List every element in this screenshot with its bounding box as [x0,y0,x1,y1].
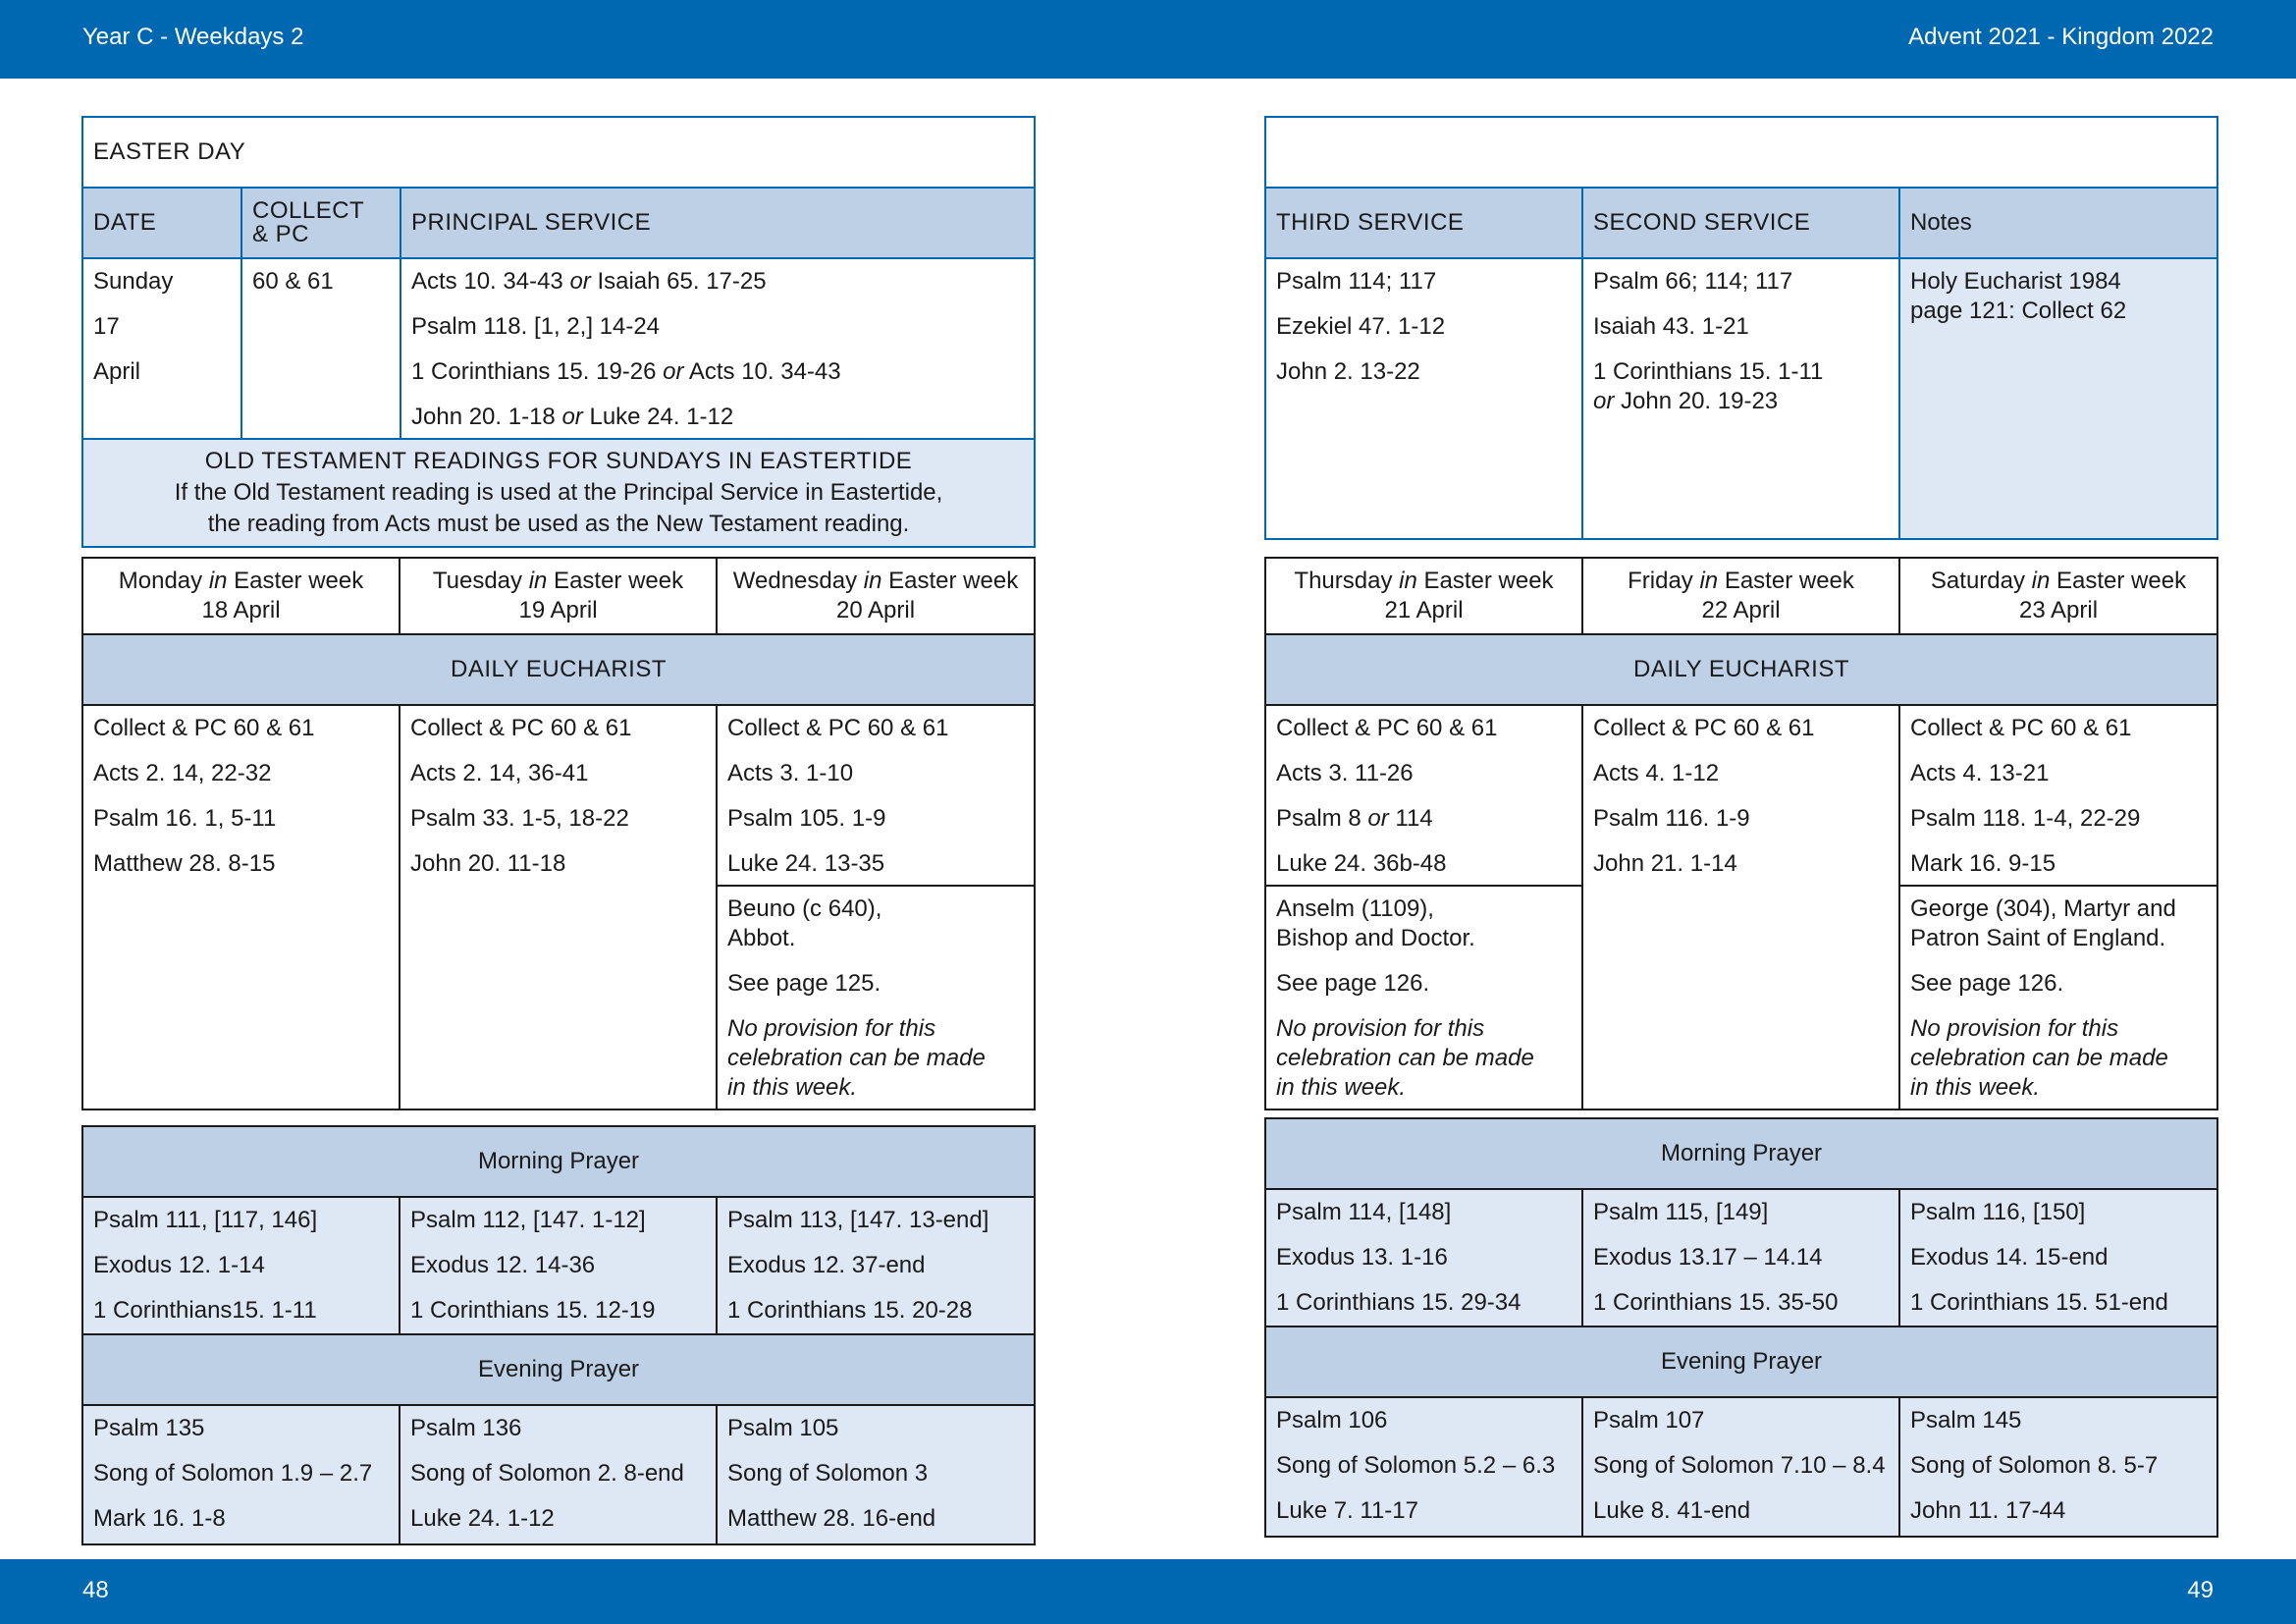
eucharist-monday: Collect & PC 60 & 61 Acts 2. 14, 22-32 Psalm 16. 1, 5-11 Matthew 28. 8-15 [82,705,400,1110]
evening-prayer-saturday: Psalm 145 Song of Solomon 8. 5-7 John 11. 17-44 [1899,1397,2217,1537]
day-header-tuesday: Tuesday in Easter week 19 April [400,558,717,634]
eucharist-thursday: Collect & PC 60 & 61 Acts 3. 11-26 Psalm 8 or 114 Luke 24. 36b-48 [1265,705,1582,886]
col-date-header: DATE [82,188,241,258]
commemoration-anselm: Anselm (1109), Bishop and Doctor. See page 126. No provision for this celebration can be made in this week. [1265,886,1582,1110]
day-header-thursday: Thursday in Easter week 21 April [1265,558,1582,634]
day-header-friday: Friday in Easter week 22 April [1582,558,1899,634]
page-number-left: 48 [82,1577,109,1603]
page-number-right: 49 [2187,1577,2214,1603]
weekday-eucharist-table-left [81,557,1036,1110]
easter-principal-cell: Acts 10. 34-43 or Isaiah 65. 17-25 Psalm 118. [1, 2,] 14-24 1 Corinthians 15. 19-26 or Acts 10. 34-43 John 20. 1-18 or Luke 24. 1-12 [400,258,1035,439]
easter-date-cell: Sunday 17 April [82,258,241,439]
daily-eucharist-header: DAILY EUCHARIST [1265,634,2217,705]
third-service-cell: Psalm 114; 117 Ezekiel 47. 1-12 John 2. 13-22 [1265,258,1582,539]
footer-bar [0,1559,2296,1624]
easter-day-table [81,116,1036,548]
weekday-eucharist-table-right [1264,557,2218,1110]
morning-prayer-header: Morning Prayer [82,1126,1035,1197]
evening-prayer-wednesday: Psalm 105 Song of Solomon 3 Matthew 28. 16-end [717,1405,1035,1544]
evening-prayer-header: Evening Prayer [1265,1326,2217,1397]
morning-prayer-header: Morning Prayer [1265,1118,2217,1189]
morning-prayer-wednesday: Psalm 113, [147. 13-end] Exodus 12. 37-end 1 Corinthians 15. 20-28 [717,1197,1035,1334]
day-header-wednesday: Wednesday in Easter week 20 April [717,558,1035,634]
col-principal-header: PRINCIPAL SERVICE [400,188,1035,258]
evening-prayer-friday: Psalm 107 Song of Solomon 7.10 – 8.4 Luke 8. 41-end [1582,1397,1899,1537]
morning-prayer-monday: Psalm 111, [117, 146] Exodus 12. 1-14 1 Corinthians15. 1-11 [82,1197,400,1334]
blank-title-cell [1265,117,2217,188]
office-table-right [1264,1117,2218,1538]
notes-cell: Holy Eucharist 1984 page 121: Collect 62 [1899,258,2217,539]
header-bar [0,0,2296,79]
evening-prayer-monday: Psalm 135 Song of Solomon 1.9 – 2.7 Mark 16. 1-8 [82,1405,400,1544]
evening-prayer-tuesday: Psalm 136 Song of Solomon 2. 8-end Luke 24. 1-12 [400,1405,717,1544]
office-table-left [81,1125,1036,1545]
header-right-title: Advent 2021 - Kingdom 2022 [1908,24,2214,50]
commemoration-george: George (304), Martyr and Patron Saint of England. See page 126. No provision for this celebration can be made in this week. [1899,886,2217,1110]
morning-prayer-thursday: Psalm 114, [148] Exodus 13. 1-16 1 Corinthians 15. 29-34 [1265,1189,1582,1326]
easter-collect-cell: 60 & 61 [241,258,400,439]
col-second-service-header: SECOND SERVICE [1582,188,1899,258]
commemoration-beuno: Beuno (c 640), Abbot. See page 125. No provision for this celebration can be made in this week. [717,886,1035,1110]
morning-prayer-tuesday: Psalm 112, [147. 1-12] Exodus 12. 14-36 1 Corinthians 15. 12-19 [400,1197,717,1334]
second-service-cell: Psalm 66; 114; 117 Isaiah 43. 1-21 1 Corinthians 15. 1-11 or John 20. 19-23 [1582,258,1899,539]
easter-day-services-table [1264,116,2218,540]
morning-prayer-saturday: Psalm 116, [150] Exodus 14. 15-end 1 Corinthians 15. 51-end [1899,1189,2217,1326]
ot-readings-note: OLD TESTAMENT READINGS FOR SUNDAYS IN EASTERTIDE If the Old Testament reading is used at the Principal Service in Eastertide, the reading from Acts must be used as the New Testament reading. [82,439,1035,547]
eucharist-saturday: Collect & PC 60 & 61 Acts 4. 13-21 Psalm 118. 1-4, 22-29 Mark 16. 9-15 [1899,705,2217,886]
eucharist-tuesday: Collect & PC 60 & 61 Acts 2. 14, 36-41 Psalm 33. 1-5, 18-22 John 20. 11-18 [400,705,717,1110]
eucharist-wednesday: Collect & PC 60 & 61 Acts 3. 1-10 Psalm 105. 1-9 Luke 24. 13-35 [717,705,1035,886]
col-notes-header: Notes [1899,188,2217,258]
eucharist-friday: Collect & PC 60 & 61 Acts 4. 1-12 Psalm 116. 1-9 John 21. 1-14 [1582,705,1899,1110]
col-collect-header: COLLECT & PC [241,188,400,258]
evening-prayer-header: Evening Prayer [82,1334,1035,1405]
easter-day-title: EASTER DAY [82,117,1035,188]
day-header-saturday: Saturday in Easter week 23 April [1899,558,2217,634]
morning-prayer-friday: Psalm 115, [149] Exodus 13.17 – 14.14 1 Corinthians 15. 35-50 [1582,1189,1899,1326]
day-header-monday: Monday in Easter week 18 April [82,558,400,634]
daily-eucharist-header: DAILY EUCHARIST [82,634,1035,705]
evening-prayer-thursday: Psalm 106 Song of Solomon 5.2 – 6.3 Luke 7. 11-17 [1265,1397,1582,1537]
col-third-service-header: THIRD SERVICE [1265,188,1582,258]
header-left-title: Year C - Weekdays 2 [82,24,304,50]
